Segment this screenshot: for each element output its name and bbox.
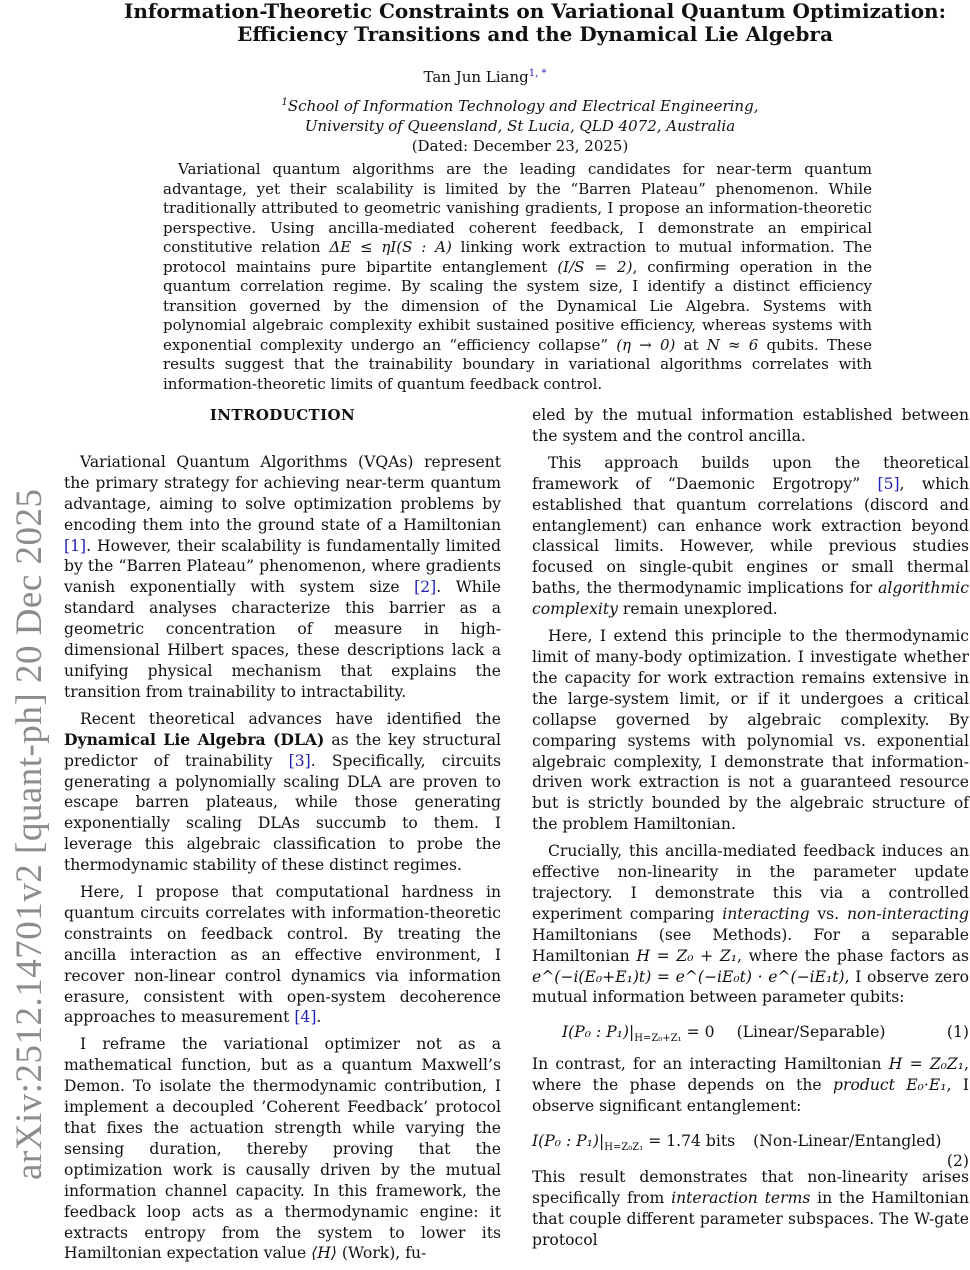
intro-paragraph-2: Recent theoretical advances have identified the Dynamical Lie Algebra (DLA) as the key structural predictor of trainability [3]. Specifically, circuits generating a polynomially scaling DLA are proven to escape barren plateaus, while those generating exponentially scaling DLAs succumb to them. I leverage this algebraic classification to probe the thermodynamic stability of these distinct regimes. (64, 709, 502, 875)
affiliation (0, 93, 970, 156)
equation-2-number: (2) (946, 1152, 969, 1171)
right-column (532, 405, 969, 1257)
equation-1-number: (1) (946, 1023, 969, 1042)
author-affil-link[interactable]: 1, * (528, 68, 547, 79)
section-heading-introduction: INTRODUCTION (209, 406, 356, 424)
affiliation-line-2: University of Queensland, St Lucia, QLD 4072, Australia (304, 117, 736, 135)
author-name: Tan Jun Liang (423, 68, 529, 86)
dated-line: (Dated: December 23, 2025) (411, 137, 629, 155)
affil-mark: 1 (281, 97, 288, 108)
citation-2[interactable]: [2] (414, 578, 437, 597)
abstract: Variational quantum algorithms are the leading candidates for near-term quantum advantage, yet their scalability is limited by the “Barren Plateau” phenomenon. While traditionally attributed to geometric vanishing gradients, I propose an information-theoretic perspective. Using ancilla-mediated coherent feedback, I demonstrate an empirical constitutive relation ΔE ≤ ηI(S : A) linking work extraction to mutual information. The protocol maintains pure bipartite entanglement (I/S = 2), confirming operation in the quantum correlation regime. By scaling the system size, I identify a distinct efficiency transition governed by the dimension of the Dynamical Lie Algebra. Systems with polynomial algebraic complexity exhibit sustained positive efficiency, whereas systems with exponential complexity undergo an “efficiency collapse” (η → 0) at N ≈ 6 qubits. These results suggest that the trainability boundary in variational algorithms correlates with information-theoretic limits of quantum feedback control. (163, 160, 873, 393)
citation-3[interactable]: [3] (288, 751, 311, 770)
arxiv-identifier: arXiv:2512.14701v2 [quant-ph] 20 Dec 2025 (9, 488, 50, 1180)
affiliation-line-1: $^1$School of Information Technology and Electrical Engineering, (281, 97, 759, 115)
intro-paragraph-5: This approach builds upon the theoretical framework of “Daemonic Ergotropy” [5], which established that quantum correlations (discord and entanglement) can enhance work extraction beyond classical limits. However, while previous studies focused on single-qubit engines or small thermal baths, the thermodynamic implications for algorithmic complexity remain unexplored. (532, 453, 969, 619)
citation-5[interactable]: [5] (877, 474, 900, 493)
citation-1[interactable]: [1] (64, 536, 87, 555)
paper-title (100, 0, 970, 46)
intro-paragraph-7: Crucially, this ancilla-mediated feedback induces an effective non-linearity in the parameter update trajectory. I demonstrate this via a controlled experiment comparing interacting vs. non-interacting Hamiltonians (see Methods). For a separable Hamiltonian H = Z₀ + Z₁, where the phase factors as e^(−i(E₀+E₁)t) = e^(−iE₀t) · e^(−iE₁t), I observe zero mutual information between parameter qubits: (532, 842, 969, 1007)
intro-paragraph-4-cont: eled by the mutual information established between the system and the control ancilla. (532, 406, 969, 445)
author-line (0, 68, 970, 86)
intro-paragraph-3: Here, I propose that computational hardness in quantum circuits correlates with information-theoretic constraints on feedback control. By treating the ancilla interaction as an effective environment, I recover non-linear control dynamics via information erasure, consistent with open-system decoherence approaches to measurement [4]. (64, 883, 501, 1027)
equation-1: I(P₀ : $P_1)|_{H=Z_0+Z_1} = 0$ (Linear/Separable) (1) (562, 1023, 969, 1045)
intro-paragraph-9: This result demonstrates that non-linearity arises specifically from interaction terms in the Hamiltonian that couple different parameter subspaces. The W-gate protocol (532, 1168, 970, 1249)
title-line-1: Information-Theoretic Constraints on Variational Quantum Optimization: (124, 0, 946, 23)
intro-paragraph-1: Variational Quantum Algorithms (VQAs) represent the primary strategy for achieving near-term quantum advantage, aiming to solve optimization problems by encoding them into the ground state of a Hamiltonian [1]. However, their scalability is fundamentally limited by the “Barren Plateau” phenomenon, where gradients vanish exponentially with system size [2]. While standard analyses characterize this barrier as a geometric concentration of measure in high-dimensional Hilbert spaces, these descriptions lack a unifying physical mechanism that explains the transition from trainability to intractability. (64, 452, 501, 701)
citation-4[interactable]: [4] (294, 1008, 317, 1027)
intro-paragraph-8: In contrast, for an interacting Hamiltonian H = Z₀Z₁, where the phase depends on the product E₀·E₁, I observe significant entanglement: (532, 1055, 970, 1116)
left-column (64, 405, 501, 1270)
title-line-2: Efficiency Transitions and the Dynamical Lie Algebra (237, 22, 833, 46)
equation-2: I(P₀ : $P_1)|_{H=Z_0Z_1} = 1.74$ bits (Non-Linear/Entangled) (2) (532, 1132, 969, 1171)
intro-paragraph-6: Here, I extend this principle to the thermodynamic limit of many-body optimization. I investigate whether the capacity for work extraction remains extensive in the large-system limit, or if it undergoes a critical collapse governed by algebraic complexity. By comparing systems with polynomial vs. exponential algebraic complexity, I demonstrate that information-driven work extraction is not a guaranteed resource but is strictly bounded by the algebraic structure of the problem Hamiltonian. (532, 627, 969, 834)
intro-paragraph-4: I reframe the variational optimizer not as a mathematical function, but as a quantum Maxwell’s Demon. To isolate the thermodynamic contribution, I implement a decoupled ’Coherent Feedback’ protocol that fixes the actuation strength while varying the sensing duration, thereby proving that the optimization work is causally driven by the mutual information channel capacity. In this framework, the feedback loop acts as a thermodynamic engine: it extracts entropy from the system to lower its Hamiltonian expectation value ⟨H⟩ (Work), fu- (64, 1035, 501, 1263)
